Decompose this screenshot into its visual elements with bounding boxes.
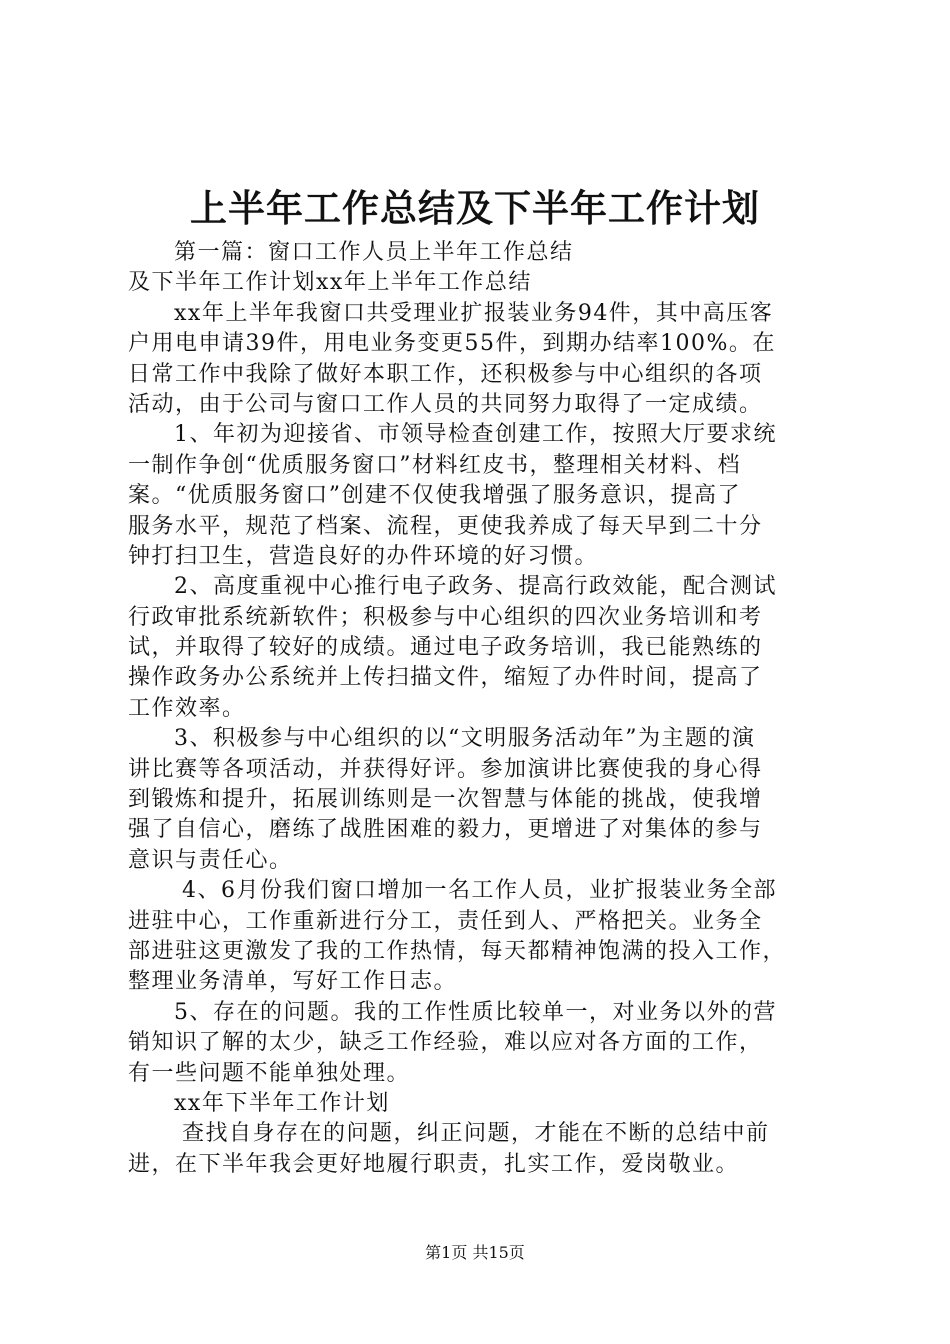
document-title: 上半年工作总结及下半年工作计划 (190, 186, 760, 230)
paragraph-line: 强了自信心，磨练了战胜困难的毅力，更增进了对集体的参与 (128, 817, 763, 843)
paragraph-line: 日常工作中我除了做好本职工作，还积极参与中心组织的各项 (128, 361, 763, 387)
paragraph-line: 4、6月份我们窗口增加一名工作人员，业扩报装业务全部 (182, 878, 777, 904)
paragraph-line: 查找自身存在的问题，纠正问题，才能在不断的总结中前 (182, 1121, 770, 1147)
paragraph-line: 有一些问题不能单独处理。 (128, 1060, 411, 1086)
paragraph-line: 活动，由于公司与窗口工作人员的共同努力取得了一定成绩。 (128, 391, 763, 417)
paragraph-line: 销知识了解的太少，缺乏工作经验，难以应对各方面的工作， (128, 1030, 763, 1056)
paragraph-line: 服务水平，规范了档案、流程，更使我养成了每天早到二十分 (128, 513, 763, 539)
page-number-footer: 第1页 共15页 (425, 1243, 525, 1262)
section-heading-line-1: 第一篇：窗口工作人员上半年工作总结 (174, 240, 574, 265)
paragraph-line: 意识与责任心。 (128, 847, 293, 873)
paragraph-line: 操作政务办公系统并上传扫描文件，缩短了办件时间，提高了 (128, 665, 763, 691)
paragraph-line: 进驻中心，工作重新进行分工，责任到人、严格把关。业务全 (128, 908, 763, 934)
paragraph-line: 试，并取得了较好的成绩。通过电子政务培训，我已能熟练的 (128, 635, 763, 661)
paragraph-line: 3、积极参与中心组织的以“文明服务活动年”为主题的演 (174, 726, 756, 752)
paragraph-line: 行政审批系统新软件；积极参与中心组织的四次业务培训和考 (128, 604, 763, 630)
paragraph-line: 一制作争创“优质服务窗口”材料红皮书，整理相关材料、档 (128, 452, 741, 478)
paragraph-line: 5、存在的问题。我的工作性质比较单一，对业务以外的营 (174, 999, 777, 1025)
paragraph-line: 部进驻这更激发了我的工作热情，每天都精神饱满的投入工作， (128, 938, 787, 964)
paragraph-line: 案。“优质服务窗口”创建不仅使我增强了服务意识，提高了 (128, 483, 741, 509)
paragraph-line: 户用电申请39件，用电业务变更55件，到期办结率100%。在 (128, 331, 776, 357)
paragraph-line: 到锻炼和提升，拓展训练则是一次智慧与体能的挑战，使我增 (128, 787, 763, 813)
paragraph-line: 工作效率。 (128, 695, 246, 721)
subheading-line: xx年下半年工作计划 (174, 1090, 390, 1116)
paragraph-line: xx年上半年我窗口共受理业扩报装业务94件，其中高压客 (174, 300, 774, 326)
paragraph-line: 讲比赛等各项活动，并获得好评。参加演讲比赛使我的身心得 (128, 756, 763, 782)
paragraph-line: 2、高度重视中心推行电子政务、提高行政效能，配合测试 (174, 574, 777, 600)
paragraph-line: 进，在下半年我会更好地履行职责，扎实工作，爱岗敬业。 (128, 1151, 740, 1177)
paragraph-line: 整理业务清单，写好工作日志。 (128, 969, 458, 995)
document-body (128, 238, 830, 1180)
paragraph-line: 钟打扫卫生，营造良好的办件环境的好习惯。 (128, 543, 599, 569)
section-heading-line-2: 及下半年工作计划xx年上半年工作总结 (128, 270, 532, 296)
paragraph-line: 1、年初为迎接省、市领导检查创建工作，按照大厅要求统 (174, 422, 777, 448)
